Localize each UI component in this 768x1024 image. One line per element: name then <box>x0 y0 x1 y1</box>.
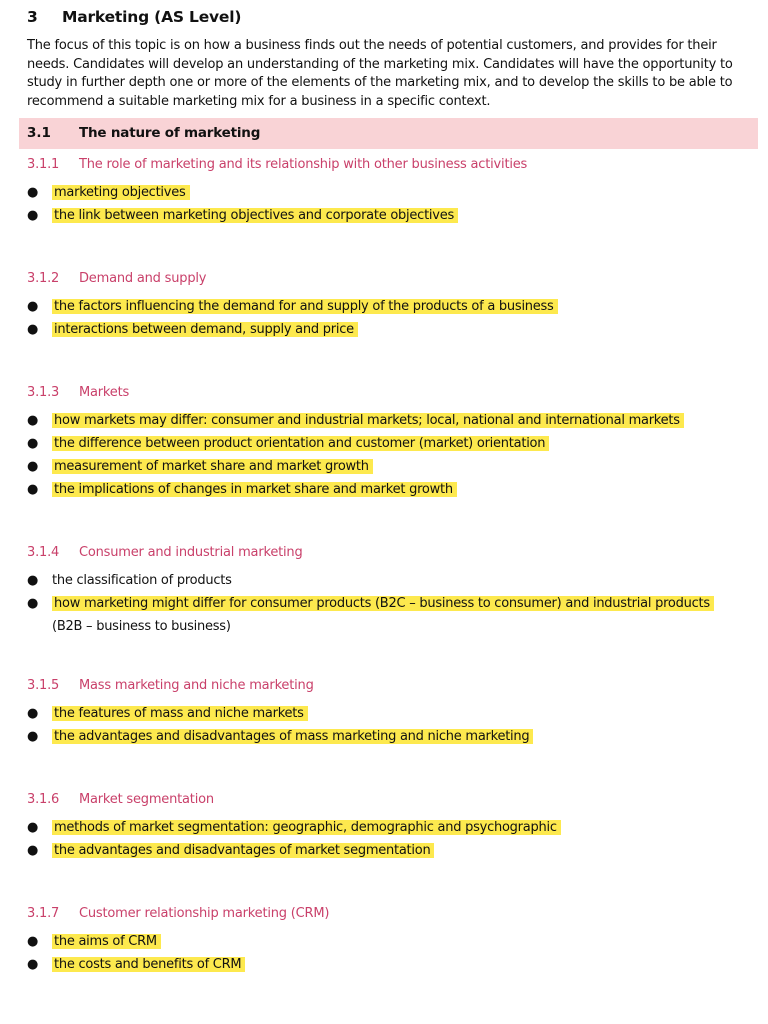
bullet-icon: ● <box>27 322 39 337</box>
bullet-text: the advantages and disadvantages of mass marketing and niche marketing <box>52 729 533 744</box>
bullet-text: the implications of changes in market share and market growth <box>52 482 457 497</box>
bullet-text: the difference between product orientation and customer (market) orientation <box>52 436 549 451</box>
bullet-icon: ● <box>27 820 39 835</box>
subsection-number: 3.1.5 <box>27 678 60 693</box>
bullet-text: how marketing might differ for consumer products (B2C – business to consumer) and industrial products <box>52 596 714 611</box>
subsection-number: 3.1.4 <box>27 545 60 560</box>
bullet-icon: ● <box>27 436 39 451</box>
subsection-title: Customer relationship marketing (CRM) <box>79 906 330 921</box>
bullet-icon: ● <box>27 413 39 428</box>
bullet-icon: ● <box>27 729 39 744</box>
bullet-icon: ● <box>27 706 39 721</box>
bullet-text: the classification of products <box>52 573 232 588</box>
bullet-icon: ● <box>27 843 39 858</box>
bullet-icon: ● <box>27 482 39 497</box>
subsection-heading <box>27 271 206 286</box>
subsection-title: Mass marketing and niche marketing <box>79 678 314 693</box>
section-header <box>19 118 758 149</box>
bullet-text: how markets may differ: consumer and industrial markets; local, national and international markets <box>52 413 684 428</box>
subsection-title: Demand and supply <box>79 271 207 286</box>
subsection-number: 3.1.3 <box>27 385 60 400</box>
list-item <box>27 592 747 638</box>
bullet-text: the factors influencing the demand for and supply of the products of a business <box>52 299 558 314</box>
chapter-heading <box>27 8 241 26</box>
subsection-heading <box>27 545 303 560</box>
bullet-icon: ● <box>27 299 39 314</box>
subsection-heading <box>27 157 527 172</box>
bullet-text: the link between marketing objectives and corporate objectives <box>52 208 458 223</box>
subsection-title: The role of marketing and its relationship with other business activities <box>79 157 528 172</box>
intro-paragraph: The focus of this topic is on how a business finds out the needs of potential customers, and provides for their needs. Candidates will develop an understanding of the marketing mix. Candidates will have the opportunity to study in further depth one or more of the elements of the marketing mix, and to develop the skills to be able to recommend a suitable marketing mix for a business in a specific context. <box>27 38 733 109</box>
bullet-text: the aims of CRM <box>52 934 161 949</box>
section-number: 3.1 <box>27 125 51 141</box>
chapter-number: 3 <box>27 8 38 26</box>
subsection-number: 3.1.7 <box>27 906 60 921</box>
section-title: The nature of marketing <box>79 125 261 141</box>
bullet-text: the advantages and disadvantages of market segmentation <box>52 843 434 858</box>
bullet-icon: ● <box>27 573 39 588</box>
subsection-number: 3.1.6 <box>27 792 60 807</box>
bullet-text: methods of market segmentation: geographic, demographic and psychographic <box>52 820 561 835</box>
subsection-number: 3.1.2 <box>27 271 60 286</box>
subsection-title: Market segmentation <box>79 792 214 807</box>
bullet-text-continued: (B2B – business to business) <box>52 619 231 634</box>
subsection-heading <box>27 385 129 400</box>
bullet-icon: ● <box>27 459 39 474</box>
bullet-icon: ● <box>27 596 39 611</box>
subsection-heading <box>27 792 214 807</box>
bullet-icon: ● <box>27 185 39 200</box>
subsection-number: 3.1.1 <box>27 157 60 172</box>
bullet-icon: ● <box>27 957 39 972</box>
bullet-text: interactions between demand, supply and price <box>52 322 358 337</box>
subsection-heading <box>27 906 329 921</box>
chapter-title: Marketing (AS Level) <box>62 8 242 26</box>
subsection-title: Consumer and industrial marketing <box>79 545 303 560</box>
bullet-text: measurement of market share and market growth <box>52 459 373 474</box>
subsection-title: Markets <box>79 385 130 400</box>
subsection-heading <box>27 678 314 693</box>
bullet-text: the costs and benefits of CRM <box>52 957 245 972</box>
bullet-icon: ● <box>27 934 39 949</box>
bullet-text: marketing objectives <box>52 185 190 200</box>
bullet-text: the features of mass and niche markets <box>52 706 308 721</box>
bullet-icon: ● <box>27 208 39 223</box>
